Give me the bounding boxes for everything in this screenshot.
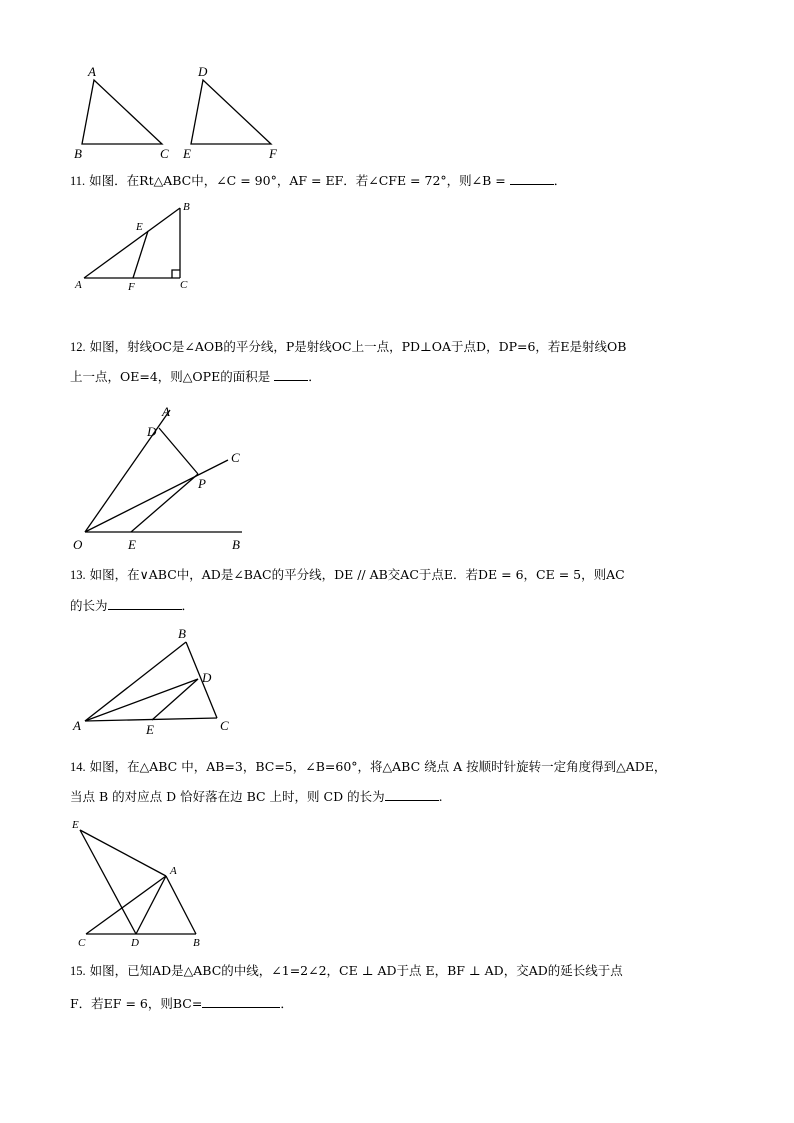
answer-blank[interactable] <box>510 172 554 185</box>
question-15 <box>70 961 730 981</box>
label-C: C <box>160 146 169 161</box>
question-text-line1: 如图，已知AD是△ABC的中线，∠1=2∠2，CE ⊥ AD于点 E，BF ⊥ AD，交AD的延长线于点 <box>89 963 623 978</box>
segment-pe <box>131 474 198 532</box>
segment-ab <box>85 642 186 721</box>
segment-ab <box>84 208 180 278</box>
label-B: B <box>74 146 82 161</box>
label-F: F <box>128 281 135 293</box>
label-E: E <box>136 221 143 233</box>
question-12-line2 <box>70 367 730 387</box>
question-number: 13. <box>70 568 86 582</box>
label-E: E <box>128 537 136 552</box>
segment-ac <box>85 718 217 721</box>
question-end: ． <box>553 173 567 188</box>
label-D: D <box>202 670 212 685</box>
segment-da <box>136 876 166 934</box>
answer-blank[interactable] <box>274 368 308 381</box>
label-B: B <box>193 937 200 949</box>
label-B: B <box>183 201 190 213</box>
label-A: A <box>75 279 82 291</box>
label-C: C <box>78 937 86 949</box>
question-13-line2 <box>70 596 730 616</box>
question-12 <box>70 337 730 357</box>
label-B: B <box>232 537 240 552</box>
label-C: C <box>180 279 188 291</box>
question-11 <box>70 171 730 191</box>
label-D: D <box>131 937 139 949</box>
answer-blank[interactable] <box>202 995 280 1008</box>
segment-ab <box>166 876 196 934</box>
question-end: ． <box>181 598 195 613</box>
answer-blank[interactable] <box>385 788 439 801</box>
label-E: E <box>72 819 79 831</box>
question-13 <box>70 565 730 585</box>
label-O: O <box>73 537 83 552</box>
triangle-def <box>191 80 271 144</box>
question-end: ． <box>308 369 321 384</box>
segment-ef <box>133 231 148 278</box>
q11-figure <box>70 198 200 293</box>
segment-de <box>152 679 198 720</box>
label-E: E <box>146 722 154 737</box>
question-number: 12. <box>70 340 86 354</box>
label-A: A <box>73 718 81 733</box>
q14-figure <box>70 816 220 951</box>
segment-dp <box>159 428 198 474</box>
question-14-line2 <box>70 787 730 807</box>
q13-figure <box>70 626 250 738</box>
answer-blank[interactable] <box>108 597 182 610</box>
question-number: 11. <box>70 174 86 188</box>
question-number: 14. <box>70 760 86 774</box>
label-C: C <box>220 718 229 733</box>
question-end: ． <box>280 996 293 1011</box>
ray-oa <box>85 410 170 532</box>
label-A: A <box>170 865 177 877</box>
question-text: 如图．在Rt△ABC中，∠C = 90°，AF = EF．若∠CFE = 72°，则∠B = <box>89 173 506 188</box>
top-triangles-figure <box>70 62 300 162</box>
question-number: 15. <box>70 964 86 978</box>
question-end: . <box>438 789 443 804</box>
label-F: F <box>269 146 277 161</box>
question-text-line2: 当点 B 的对应点 D 恰好落在边 BC 上时，则 CD 的长为 <box>70 789 385 804</box>
label-E: E <box>183 146 191 161</box>
triangle-abc <box>82 80 162 144</box>
label-D: D <box>198 64 208 79</box>
question-text-line2: 上一点，OE=4，则△OPE的面积是 <box>70 369 271 384</box>
q12-figure <box>70 402 260 552</box>
label-B: B <box>178 626 186 641</box>
segment-ad <box>85 679 198 721</box>
question-14 <box>70 757 730 777</box>
ray-oc <box>85 460 228 532</box>
label-A: A <box>162 404 170 419</box>
question-text-line2: F．若EF = 6，则BC= <box>70 996 203 1011</box>
question-text-line1: 如图，射线OC是∠AOB的平分线，P是射线OC上一点，PD⊥OA于点D，DP=6，若E是射线OB <box>89 339 627 354</box>
segment-ca <box>86 876 166 934</box>
label-C: C <box>231 450 240 465</box>
label-A: A <box>88 64 96 79</box>
question-15-line2 <box>70 994 730 1014</box>
label-D: D <box>147 424 157 439</box>
question-text-line2: 的长为 <box>70 598 108 613</box>
label-P: P <box>198 476 206 491</box>
right-angle-mark <box>172 270 180 278</box>
question-text-line1: 如图，在△ABC 中，AB=3，BC=5，∠B=60°，将△ABC 绕点 A 按顺时针旋转一定角度得到△ADE， <box>89 759 667 774</box>
question-text-line1: 如图，在∨ABC中，AD是∠BAC的平分线，DE // AB交AC于点E．若DE = 6，CE = 5，则AC <box>89 567 625 582</box>
